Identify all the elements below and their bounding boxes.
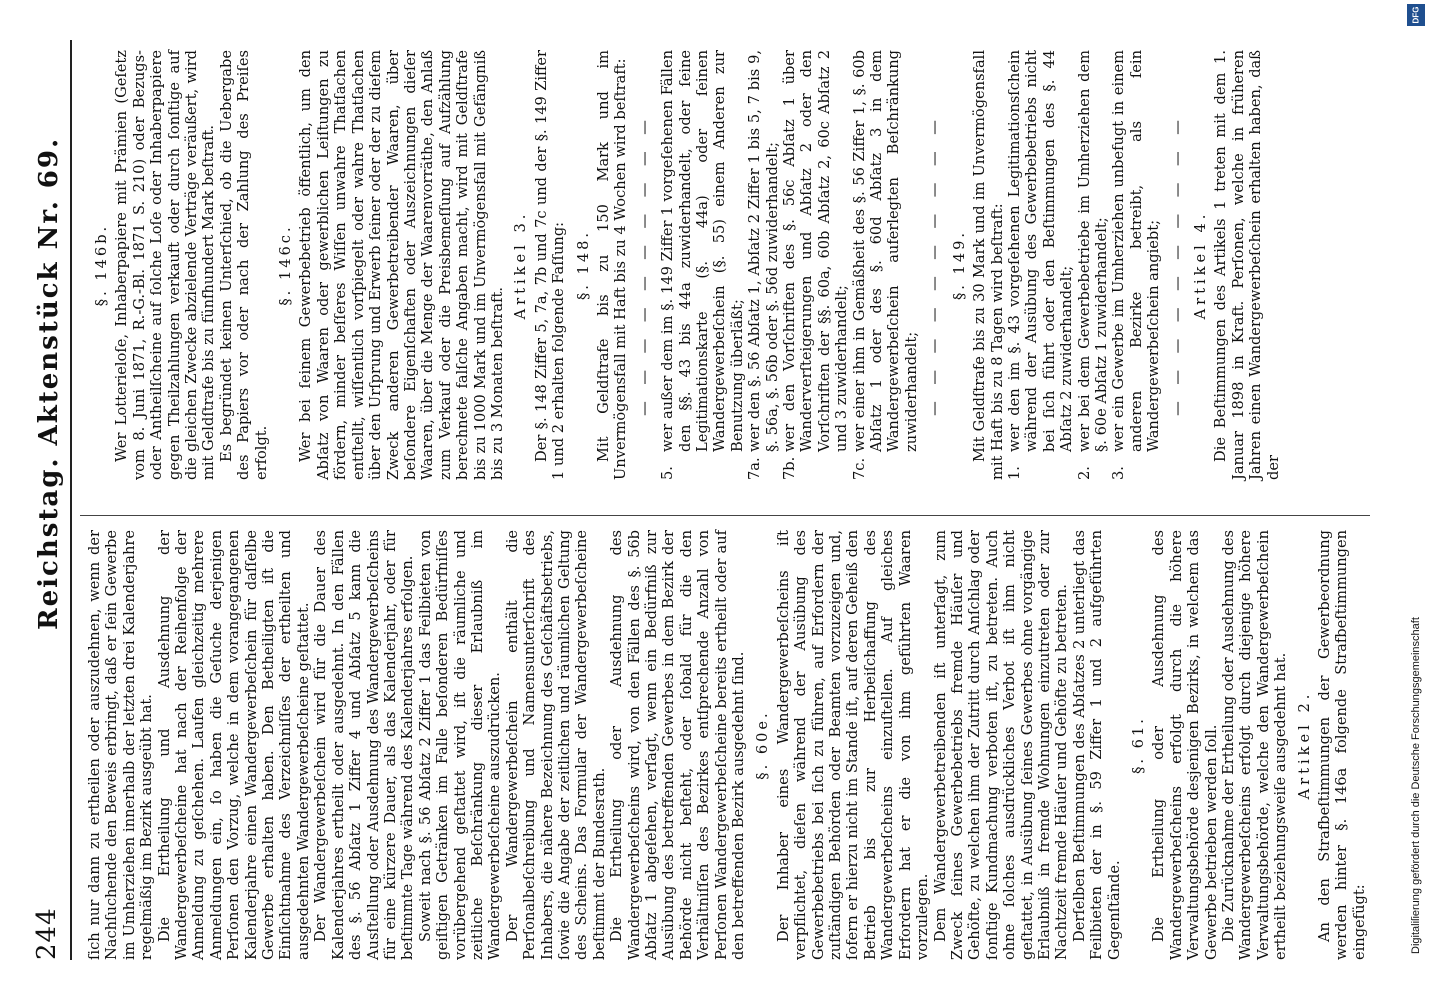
paragraph: Mit Geldſtrafe bis zu 150 Mark und im Unvermögensfall mit Haft bis zu 4 Wochen wird beſtraft: (594, 50, 630, 480)
page-number: 244 (32, 907, 62, 960)
paragraph: Die Zurücknahme der Ertheilung oder Ausdehnung des Wandergewerbeſcheins erfolgt durch diejenige höhere Verwaltungsbehörde, welche den Wandergewerbeſchein ertheilt beziehungsweiſe ausgedehnt hat. (1220, 530, 1290, 960)
paragraph: Der Wandergewerbeſchein wird für die Dauer des Kalenderjahres ertheilt oder ausgedehnt. In den Fällen des §. 56 Abſatz 1 Ziffer 4 und Abſatz 5 kann die Ausſtellung oder Ausdehnung des Wandergewerbeſcheins für eine kürzere Dauer, als das Kalenderjahr, oder für beſtimmte Tage während des Kalenderjahres erfolgen. (312, 530, 417, 960)
omission-dashes: — — — — — — — — — — (926, 114, 944, 416)
list-item (746, 50, 781, 480)
list-item (781, 50, 851, 480)
paragraph: Es begründet keinen Unterſchied, ob die Uebergabe des Papiers vor oder nach der Zahlung des Preiſes erfolgt. (217, 50, 270, 480)
paragraph: Derſelben Beſtimmungen des Abſatzes 2 unterliegt das Feilbieten der in §. 59 Ziffer 1 und 2 aufgeführten Gegenſtände. (1070, 530, 1123, 960)
item-label: 1. (1005, 466, 1023, 480)
list-item (1076, 50, 1111, 480)
paragraph: Der Wandergewerbeſchein enthält die Perſonalbeſchreibung und Namensunterſchrift des Inhabers, die nähere Bezeichnung des Geſchäftsbetriebs, ſowie die Angabe der zeitlichen und räumlichen Geltung des Scheins. Das Formular der Wandergewerbeſcheine beſtimmt der Bundesrath. (503, 530, 608, 960)
item-text: wer den Vorſchriften des §. 56c Abſatz 1 über Wanderverſteigerungen und Abſatz 2 oder den Vorſchriften der §§. 60a, 60b Abſatz 2, 60c Abſatz 2 und 3 zuwiderhandelt; (781, 50, 851, 452)
item-text: wer einer ihm in Gemäßheit des §. 56 Ziffer 1, §. 60b Abſatz 1 oder des §. 60d Abſatz 3 in dem Wandergewerbeſchein auferlegten Beſchränkung zuwiderhandelt; (850, 50, 920, 452)
item-label: 5. (659, 466, 677, 480)
article-heading: Artikel 2. (1295, 690, 1313, 800)
paragraph: Der §. 148 Ziffer 5, 7a, 7b und 7c und der §. 149 Ziffer 1 und 2 erhalten folgende Faſſung: (532, 50, 568, 480)
paragraph: Wer Lotterieloſe, Inhaberpapiere mit Prämien (Geſetz vom 8. Juni 1871, R.-G.-Bl. 1871 S. 210) oder Bezugs- oder Antheilſcheine auf ſolche Loſe oder Inhaberpapiere gegen Theilzahlungen verkauft oder durch ſonſtige auf die gleichen Zwecke abzielende Verträge veräußert, wird mit Geldſtrafe bis zu fünfhundert Mark beſtraft. (113, 50, 218, 480)
section-heading: §. 60e. (754, 710, 772, 780)
paragraph: ſich nur dann zu ertheilen oder auszudehnen, wenn der Nachſuchende den Beweis erbringt, daß er ſein Gewerbe im Umherziehen innerhalb der letzten drei Kalenderjahre regelmäßig im Bezirk ausgeübt hat. (86, 530, 156, 960)
list-item (659, 50, 746, 480)
item-label: 7a. (746, 457, 764, 480)
item-text: wer außer dem im §. 149 Ziffer 1 vorgeſehenen Fällen den §§. 43 bis 44a zuwiderhandelt, oder ſeine Legitimationskarte (§. 44a) oder ſeinen Wandergewerbeſchein (§. 55) einem Anderen zur Benutzung überläßt; (659, 50, 746, 452)
item-label: 7b. (781, 456, 799, 480)
section-heading: §. 61. (1129, 716, 1147, 774)
right-column (86, 50, 1282, 480)
paragraph: Dem Wandergewerbetreibenden iſt unterſagt, zum Zweck ſeines Gewerbebetriebs fremde Häuſer und Gehöfte, zu welchen ihm der Zutritt durch Anſchlag oder ſonſtige Kundmachung verboten iſt, zu betreten. Auch ohne ſolches ausdrückliches Verbot iſt ihm nicht geſtattet, in Ausübung ſeines Gewerbes ohne vorgängige Erlaubniß in fremde Wohnungen einzutreten oder zur Nachtzeit fremde Häuſer und Gehöfte zu betreten. (931, 530, 1071, 960)
paragraph: Die Ertheilung oder Ausdehnung des Wandergewerbeſcheins erfolgt durch die höhere Verwaltungsbehörde desjenigen Bezirks, in welchem das Gewerbe betrieben werden ſoll. (1150, 530, 1220, 960)
item-text: wer den im §. 43 vorgeſehenen Legitimationsſchein während der Ausübung des Gewerbebetriebs nicht bei ſich führt oder den Beſtimmungen des §. 44 Abſatz 2 zuwiderhandelt; (1005, 50, 1076, 452)
paragraph: Wer bei ſeinem Gewerbebetrieb öffentlich, um den Abſatz von Waaren oder gewerblichen Leiſtungen zu fördern, minder beſſeres Wiſſen unwahre Thatſachen entſtellt, wiſſentlich vorſpiegelt oder wahre Thatſachen über den Urſprung und Erwerb ſeiner oder der zu dieſem Zweck anderen Gewerbetreibender Waaren, über beſondere Eigenſchaften oder Auszeichnungen dieſer Waaren, über die Menge der Waarenvorräthe, den Anlaß zum Verkauf oder die Preisbemeſſung auf Aufzählung berechnete falſche Angaben macht, wird mit Geldſtrafe bis zu 1000 Mark und im Unvermögensfall mit Gefängniß bis zu 3 Monaten beſtraft. (297, 50, 506, 480)
section-heading: §. 146b. (93, 223, 110, 307)
omission-dashes: — — — — — — — — — — (635, 114, 653, 416)
item-text: wer den §. 56 Abſatz 1, Abſatz 2 Ziffer 1 bis 5, 7 bis 9, §. 56a, §. 56b oder §. 56d zuwiderhandelt; (746, 50, 781, 452)
list-item (851, 50, 921, 480)
paragraph: Die Ertheilung und Ausdehnung der Wandergewerbeſcheine hat nach der Reihenfolge der Anmeldung zu geſchehen. Laufen gleichzeitig mehrere Anmeldungen ein, ſo haben die Geſuche derjenigen Perſonen den Vorzug, welche in dem vorangegangenen Kalenderjahre einen Wandergewerbeſchein für daſſelbe Gewerbe erhalten haben. Den Betheiligten iſt die Einſichtnahme des Verzeichniſſes der ertheilten und ausgedehnten Wandergewerbeſcheine geſtattet. (155, 530, 312, 960)
column-divider (80, 515, 1370, 516)
paragraph: Die Beſtimmungen des Artikels 1 treten mit dem 1. Januar 1898 in Kraft. Perſonen, welche in früheren Jahren einen Wandergewerbeſchein erhalten haben, daß der (1212, 50, 1282, 480)
paragraph: An den Strafbeſtimmungen der Gewerbeordnung werden hinter §. 146a folgende Strafbeſtimmungen eingefügt: (1316, 530, 1368, 960)
list-item (1110, 50, 1162, 480)
omission-dashes: — — — — — — — — — — (1168, 114, 1186, 416)
list-148 (659, 50, 920, 480)
article-heading: Artikel 4. (1191, 210, 1209, 320)
dfg-logo-text: DFG (1410, 6, 1420, 24)
item-label: 2. (1075, 466, 1093, 480)
paragraph: Soweit nach §. 56 Abſatz 2 Ziffer 1 das Feilbieten von geiſtigen Getränken im Falle beſonderen Bedürfniſſes vorübergehend geſtattet wird, iſt die räumliche und zeitliche Beſchränkung dieser Erlaubniß im Wandergewerbeſcheine auszudrücken. (416, 530, 504, 960)
digitization-credit (1404, 24, 1428, 954)
list-item (1006, 50, 1076, 480)
item-label: 7c. (850, 457, 868, 480)
dfg-logo (1407, 4, 1425, 26)
left-column (86, 530, 1368, 960)
page-header (30, 40, 72, 960)
paragraph: Der Inhaber eines Wandergewerbeſcheins iſt verpflichtet, dieſen während der Ausübung des Gewerbebetriebs bei ſich zu führen, auf Erfordern der zuſtändigen Behörden oder Beamten vorzuzeigen und, ſofern er hierzu nicht im Stande iſt, auf deren Geheiß den Betrieb bis zur Herbeiſchaffung des Wandergewerbeſcheins einzuſtellen. Auf gleiches Erfordern hat er die von ihm geführten Waaren vorzulegen. (774, 530, 932, 960)
paragraph: Die Ertheilung oder Ausdehnung des Wandergewerbeſcheins wird, von den Fällen des §. 56b Abſatz 1 abgeſehen, verſagt, wenn ein Bedürfniß zur Ausübung des betreffenden Gewerbes in dem Bezirk der Behörde nicht beſteht, oder ſobald für die den Verhältniſſen des Bezirkes entſprechende Anzahl von Perſonen Wandergewerbeſcheine bereits ertheilt oder auf den betreffenden Bezirk ausgedehnt ſind. (608, 530, 748, 960)
running-title: Reichstag. Aktenstück Nr. 69. (34, 136, 64, 630)
credit-text: Digitaliſierung gefördert durch die Deutsche Forschungsgemeinschaft (1410, 617, 1422, 954)
list-149 (1006, 50, 1163, 480)
item-label: 3. (1110, 466, 1128, 480)
section-heading: §. 146c. (277, 224, 295, 306)
item-text: wer ein Gewerbe im Umherziehen unbefugt in einem anderen Bezirke betreibt, als ſein Wandergewerbeſchein angiebt; (1110, 50, 1163, 452)
article-heading: Artikel 3. (512, 210, 530, 320)
item-text: wer bei dem Gewerbebetriebe im Umherziehen dem §. 60e Abſatz 1 zuwiderhandelt; (1075, 50, 1110, 452)
section-heading: §. 149. (950, 229, 968, 301)
paragraph: Mit Geldſtrafe bis zu 30 Mark und im Unvermögensfall mit Haft bis zu 8 Tagen wird beſtraft: (971, 50, 1006, 480)
section-heading: §. 148. (574, 229, 592, 301)
